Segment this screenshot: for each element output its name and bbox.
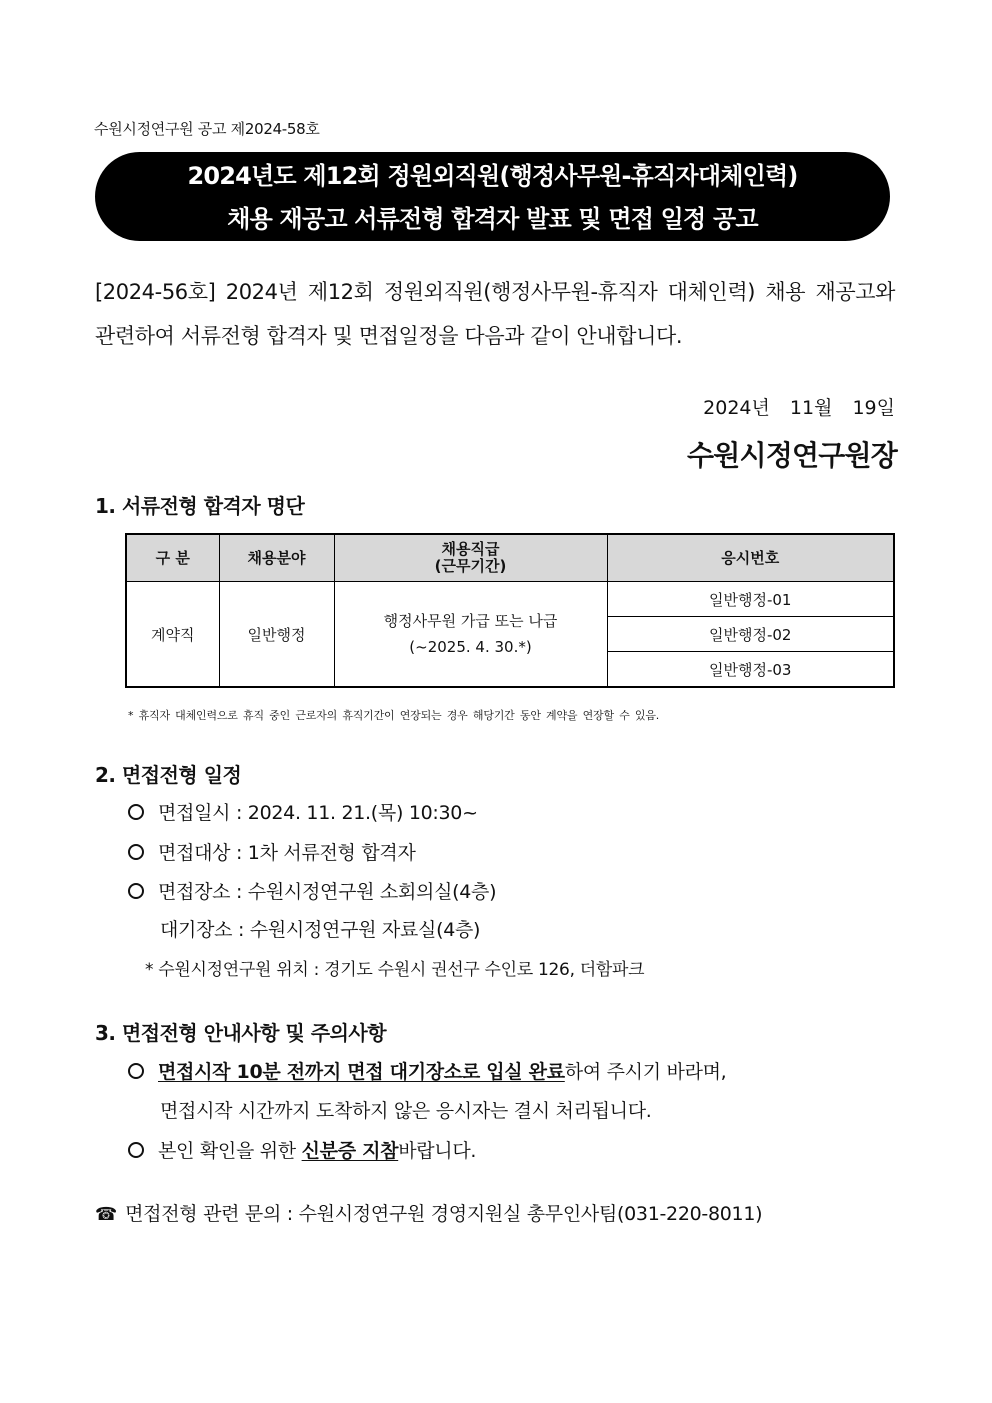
list-item xyxy=(128,877,496,904)
section-3-heading: 3. 면접전형 안내사항 및 주의사항 xyxy=(95,1021,387,1045)
table-header-row xyxy=(126,534,894,582)
cell-applicant-number: 일반행정-02 xyxy=(607,617,894,652)
title-line-1: 2024년도 제12회 정원외직원(행정사무원-휴직자대체인력) xyxy=(187,162,798,190)
cell-field: 일반행정 xyxy=(219,582,334,688)
arrival-requirement-emphasis: 면접시작 10분 전까지 면접 대기장소로 입실 완료 xyxy=(158,1061,565,1083)
id-check-pre: 본인 확인을 위한 xyxy=(158,1140,302,1162)
notice-number: 수원시정연구원 공고 제2024-58호 xyxy=(94,120,320,138)
location-note: * 수원시정연구원 위치 : 경기도 수원시 권선구 수인로 126, 더함파크 xyxy=(145,960,645,980)
header-grade-label: 채용직급 xyxy=(441,540,500,558)
cell-applicant-number: 일반행정-01 xyxy=(607,582,894,617)
intro-paragraph: [2024-56호] 2024년 제12회 정원외직원(행정사무원-휴직자 대체인력) 채용 재공고와 관련하여 서류전형 합격자 및 면접일정을 다음과 같이 안내합니다. xyxy=(95,280,895,348)
list-item xyxy=(128,1136,476,1163)
circle-bullet-icon xyxy=(128,804,144,820)
table-row xyxy=(126,582,894,617)
section-1-heading: 1. 서류전형 합격자 명단 xyxy=(95,494,305,518)
section-2-heading: 2. 면접전형 일정 xyxy=(95,763,242,787)
absence-notice: 면접시작 시간까지 도착하지 않은 응시자는 결시 처리됩니다. xyxy=(160,1100,652,1122)
list-item xyxy=(128,838,416,865)
id-card-emphasis: 신분증 지참 xyxy=(301,1140,399,1162)
issuer-name: 수원시정연구원장 xyxy=(687,439,897,472)
header-field: 채용분야 xyxy=(219,534,334,582)
phone-icon: ☎ xyxy=(95,1204,118,1225)
circle-bullet-icon xyxy=(128,1142,144,1158)
header-applicant-number: 응시번호 xyxy=(607,534,894,582)
interview-place: 면접장소 : 수원시정연구원 소회의실(4층) xyxy=(158,881,497,903)
contact-text: 면접전형 관련 문의 : 수원시정연구원 경영지원실 총무인사팀(031-220-8011) xyxy=(125,1203,763,1225)
cell-type: 계약직 xyxy=(126,582,219,688)
waiting-place: 대기장소 : 수원시정연구원 자료실(4층) xyxy=(160,919,481,941)
circle-bullet-icon xyxy=(128,1063,144,1079)
id-check-rest: 바랍니다. xyxy=(398,1140,477,1162)
cell-applicant-number: 일반행정-03 xyxy=(607,652,894,688)
list-item xyxy=(128,1057,726,1084)
contact-info xyxy=(95,1199,762,1226)
cell-grade xyxy=(334,582,607,688)
cell-period-text: (~2025. 4. 30.*) xyxy=(409,638,532,656)
list-item xyxy=(128,798,478,825)
interview-target: 면접대상 : 1차 서류전형 합격자 xyxy=(158,842,416,864)
title-banner xyxy=(95,152,890,241)
circle-bullet-icon xyxy=(128,883,144,899)
header-category: 구 분 xyxy=(126,534,219,582)
announcement-date: 2024년 11월 19일 xyxy=(703,397,895,419)
interview-datetime: 면접일시 : 2024. 11. 21.(목) 10:30~ xyxy=(158,802,478,824)
arrival-requirement-rest: 하여 주시기 바라며, xyxy=(564,1061,727,1083)
successful-applicants-table xyxy=(125,533,895,688)
header-grade xyxy=(334,534,607,582)
header-period-label: (근무기간) xyxy=(434,557,507,575)
circle-bullet-icon xyxy=(128,844,144,860)
title-line-2: 채용 재공고 서류전형 합격자 발표 및 면접 일정 공고 xyxy=(227,205,758,233)
table-footnote: * 휴직자 대체인력으로 휴직 중인 근로자의 휴직기간이 연장되는 경우 해당기간 동안 계약을 연장할 수 있음. xyxy=(128,709,660,722)
cell-grade-text: 행정사무원 가급 또는 나급 xyxy=(383,612,558,630)
